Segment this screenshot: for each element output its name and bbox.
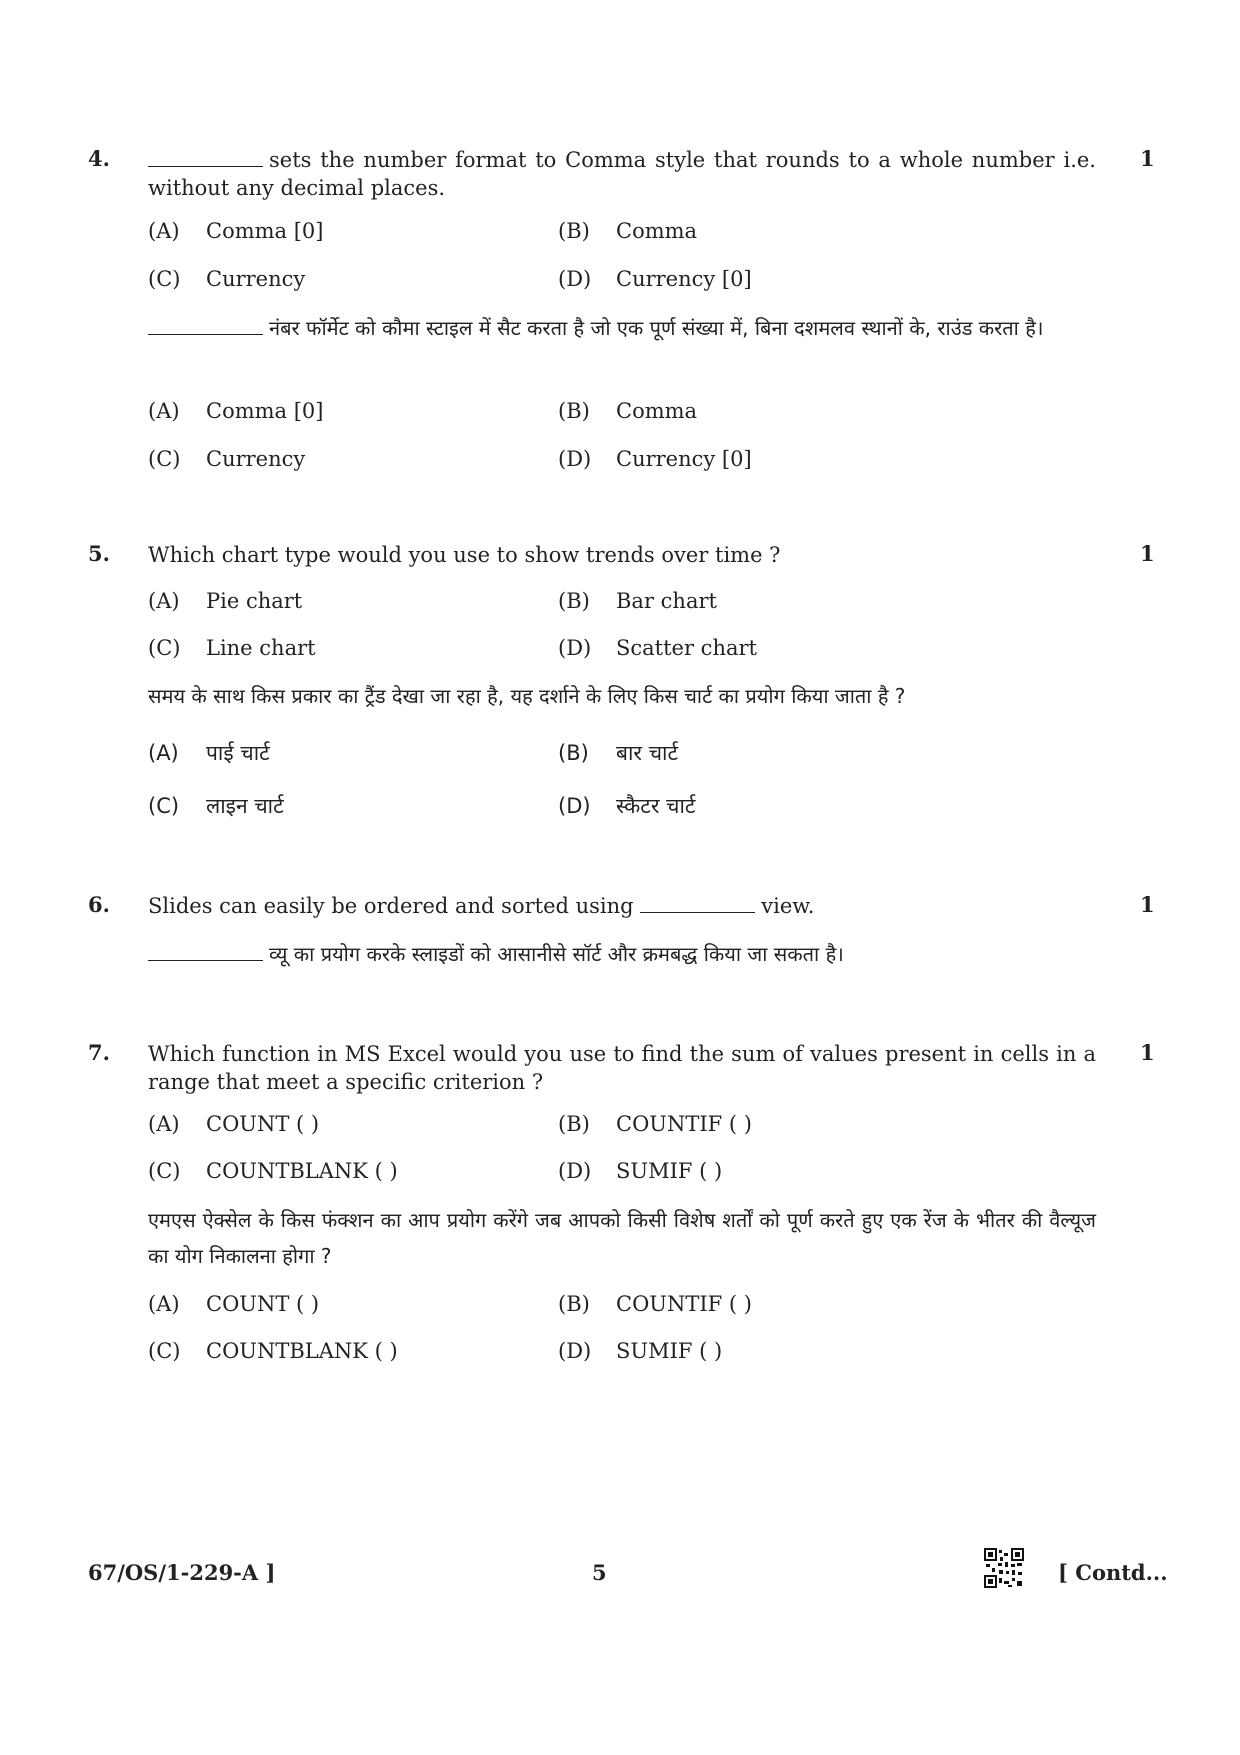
option-d-en: (D) Scatter chart [558,636,757,660]
option-d-hi: (D) SUMIF ( ) [558,1339,723,1363]
question-number: 5. [88,541,110,566]
option-b-hi: (B) बार चार्ट [558,741,679,765]
option-c-en: (C) Currency [148,267,306,291]
question-number: 4. [88,146,110,171]
option-c-hi: (C) COUNTBLANK ( ) [148,1339,398,1363]
option-a-en: (A) Comma [0] [148,219,324,243]
option-c-hi: (C) लाइन चार्ट [148,794,284,818]
question-text-en: Which chart type would you use to show trends over time ? [148,543,781,567]
fill-blank [148,316,263,335]
question-text-hi: नंबर फॉर्मेट को कौमा स्टाइल में सैट करता है जो एक पूर्ण संख्या में, बिना दशमलव स्थानों के, राउंड करता है। [148,310,1096,346]
option-a-en: (A) COUNT ( ) [148,1112,320,1136]
fill-blank [148,148,263,167]
option-a-en: (A) Pie chart [148,589,303,613]
option-b-en: (B) Bar chart [558,589,717,613]
qr-code-icon [984,1548,1024,1588]
question-marks: 1 [1140,146,1155,171]
fill-blank [148,942,263,961]
question-text-hi: समय के साथ किस प्रकार का ट्रैंड देखा जा रहा है, यह दर्शाने के लिए किस चार्ट का प्रयोग किया जाता है ? [148,684,906,708]
question-text-en: Slides can easily be ordered and sorted using view. [148,894,815,918]
question-marks: 1 [1140,541,1155,566]
option-a-hi: (A) Comma [0] [148,399,324,423]
question-text-hi: व्यू का प्रयोग करके स्लाइडों को आसानीसे सॉर्ट और क्रमबद्ध किया जा सकता है। [148,936,1096,972]
option-d-hi: (D) Currency [0] [558,447,752,471]
option-a-hi: (A) पाई चार्ट [148,741,270,765]
option-c-en: (C) Line chart [148,636,316,660]
question-marks: 1 [1140,892,1155,917]
question-number: 7. [88,1040,110,1065]
option-d-en: (D) Currency [0] [558,267,752,291]
page-number: 5 [592,1560,607,1585]
question-text-en: Which function in MS Excel would you use to find the sum of values present in cells in a range that meet a specific criterion ? [148,1042,1096,1094]
question-text-en: sets the number format to Comma style that rounds to a whole number i.e. without any decimal places. [148,148,1096,200]
option-b-hi: (B) COUNTIF ( ) [558,1292,752,1316]
question-marks: 1 [1140,1040,1155,1065]
option-c-hi: (C) Currency [148,447,306,471]
question-text-hi: एमएस ऐक्सेल के किस फंक्शन का आप प्रयोग करेंगे जब आपको किसी विशेष शर्तों को पूर्ण करते हुए एक रेंज के भीतर की वैल्यूज का योग निकालना होगा ? [148,1208,1096,1268]
option-b-en: (B) COUNTIF ( ) [558,1112,752,1136]
option-d-hi: (D) स्कैटर चार्ट [558,794,696,818]
question-number: 6. [88,892,110,917]
continued-label: [ Contd... [1058,1560,1168,1585]
option-d-en: (D) SUMIF ( ) [558,1159,723,1183]
option-a-hi: (A) COUNT ( ) [148,1292,320,1316]
option-b-hi: (B) Comma [558,399,698,423]
paper-code: 67/OS/1-229-A ] [88,1560,276,1585]
option-c-en: (C) COUNTBLANK ( ) [148,1159,398,1183]
fill-blank [640,894,755,913]
option-b-en: (B) Comma [558,219,698,243]
